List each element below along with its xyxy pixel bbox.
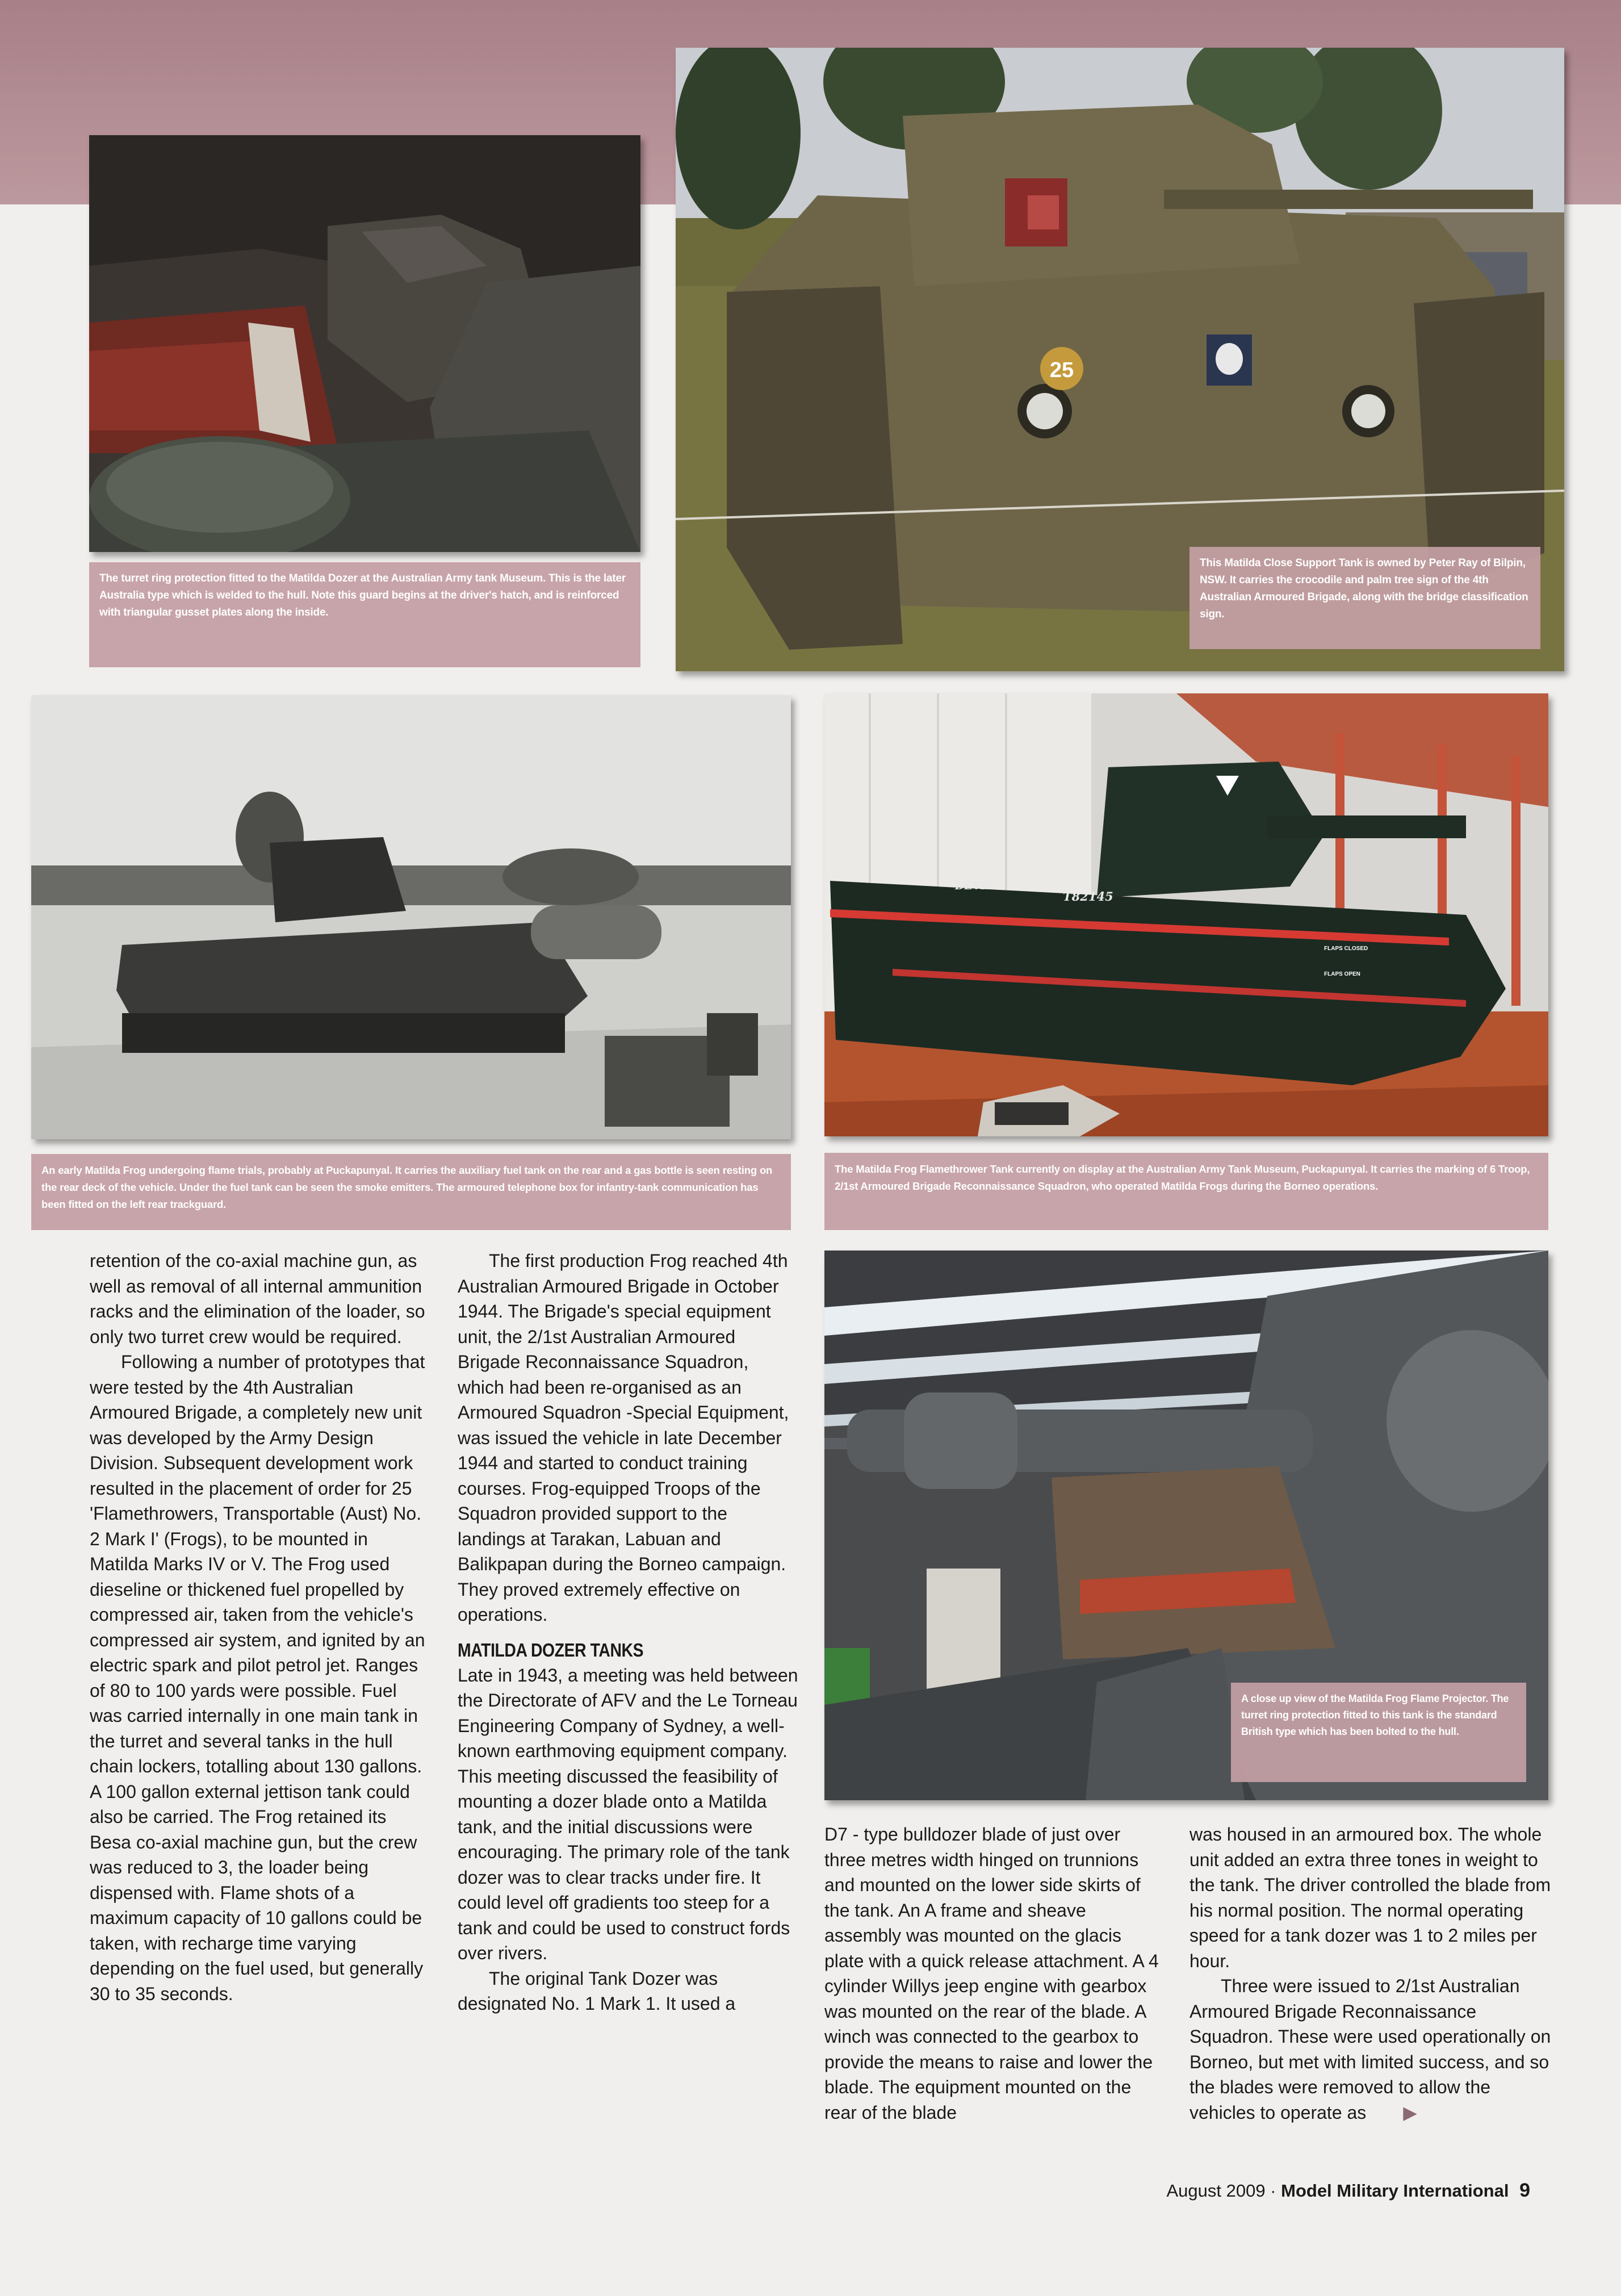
tank-name-marking: DEVIL xyxy=(955,880,994,892)
photo-early-frog-trials xyxy=(31,695,791,1139)
tank-registration-marking: T82145 xyxy=(1063,889,1113,904)
text-column-4 xyxy=(1189,1822,1553,2125)
photo-turret-ring xyxy=(89,135,640,552)
photo-frog-museum xyxy=(824,693,1548,1136)
caption-frog-museum: The Matilda Frog Flamethrower Tank currently on display at the Australian Army Tank Museum, Puckapunyal. It carries the marking of 6 Troop, 2/1st Armoured Brigade Reconnaissance Squadron, who operated Matilda Frogs during the Borneo operations. xyxy=(824,1153,1548,1230)
footer-date: August 2009 · xyxy=(1166,2181,1276,2201)
paragraph-text: Three were issued to 2/1st Australian Armoured Brigade Reconnaissance Squadron. These were used operationally on Borneo, but met with limited success, and so the blades were removed to allow the vehicles to operate as xyxy=(1189,1976,1551,2123)
page-number: 9 xyxy=(1519,2180,1530,2201)
flaps-open-marking: FLAPS OPEN xyxy=(1324,971,1360,977)
caption-early-frog-trials: An early Matilda Frog undergoing flame trials, probably at Puckapunyal. It carries the auxiliary fuel tank on the rear and a gas bottle is seen resting on the rear deck of the vehicle. Under the fuel tank can be seen the smoke emitters. The armoured telephone box for infantry-tank communication has been fitted on the left rear trackguard. xyxy=(31,1154,791,1230)
text-column-3 xyxy=(824,1822,1165,2125)
caption-flame-projector: A close up view of the Matilda Frog Flame Projector. The turret ring protection fitted to this tank is the standard British type which has been bolted to the hull. xyxy=(1231,1683,1526,1782)
caption-turret-ring: The turret ring protection fitted to the Matilda Dozer at the Australian Army tank Museum. This is the later Australia type which is welded to the hull. Note this guard begins at the driver's hatch, and is reinforced with triangular gusset plates along the inside. xyxy=(89,562,640,667)
caption-close-support-tank: This Matilda Close Support Tank is owned by Peter Ray of Bilpin, NSW. It carries the crocodile and palm tree sign of the 4th Australian Armoured Brigade, along with the bridge classification sign. xyxy=(1189,547,1540,649)
paragraph: Late in 1943, a meeting was held between the Directorate of AFV and the Le Torneau Engineering Company of Sydney, a well-known earthmoving equipment company. This meeting discussed the feasibility of mounting a dozer blade onto a Matilda tank, and the initial discussions were encouraging. The primary role of the tank dozer was to clear tracks under fire. It could level off gradients too steep for a tank and could be used to construct fords over rivers. xyxy=(458,1665,798,1963)
paragraph: The first production Frog reached 4th Australian Armoured Brigade in October 1944. The Brigade's special equipment unit, the 2/1st Australian Armoured Brigade Reconnaissance Squadron, which had been re-organised as an Armoured Squadron -Special Equipment, was issued the vehicle in late December 1944 and started to conduct training courses. Frog-equipped Troops of the Squadron provided support to the landings at Tarakan, Labuan and Balikpapan during the Borneo campaign. They proved extremely effective on operations. xyxy=(458,1251,789,1625)
page-footer xyxy=(1166,2180,1530,2202)
paragraph: Following a number of prototypes that were tested by the 4th Australian Armoured Brigade, a completely new unit was developed by the Army Design Division. Subsequent development work resulted in the placement of order for 25 'Flamethrowers, Transportable (Aust) No. 2 Mark I' (Frogs), to be mounted in Matilda Marks IV or V. The Frog used dieseline or thickened fuel propelled by compressed air, taken from the vehicle's compressed air system, and ignited by an electric spark and pilot petrol jet. Ranges of 80 to 100 yards were possible. Fuel was carried internally in one main tank in the turret and several tanks in the hull chain lockers, totalling about 130 gallons. A 100 gallon external jettison tank could also be carried. The Frog retained its Besa co-axial machine gun, but the crew was reduced to 3, the loader being dispensed with. Flame shots of a maximum capacity of 10 gallons could be taken, with recharge time varying depending on the fuel used, but generally 30 to 35 seconds. xyxy=(90,1352,425,2004)
paragraph xyxy=(1189,1973,1553,2125)
continue-arrow-icon: ▶ xyxy=(1403,2102,1417,2123)
bridge-classification-sign: 25 xyxy=(1049,358,1074,382)
paragraph: was housed in an armoured box. The whole unit added an extra three tones in weight to the tank. The driver controlled the blade from his normal position. The normal operating speed for a tank dozer was 1 to 2 miles per hour. xyxy=(1189,1824,1551,1971)
paragraph: retention of the co-axial machine gun, as well as removal of all internal ammunition racks and the elimination of the loader, so only two turret crew would be required. xyxy=(90,1251,425,1347)
text-column-2 xyxy=(458,1248,798,2017)
text-column-1 xyxy=(90,1248,430,2006)
section-heading: MATILDA DOZER TANKS xyxy=(458,1639,644,1661)
magazine-title: Model Military International xyxy=(1281,2181,1509,2201)
paragraph: The original Tank Dozer was designated No. 1 Mark 1. It used a xyxy=(458,1968,736,2014)
paragraph: D7 - type bulldozer blade of just over three metres width hinged on trunnions and mounted on the lower side skirts of the tank. An A frame and sheave assembly was mounted on the glacis plate with a quick release attachment. A 4 cylinder Willys jeep engine with gearbox was mounted on the rear of the blade. A winch was connected to the gearbox to provide the means to raise and lower the blade. The equipment mounted on the rear of the blade xyxy=(824,1824,1159,2123)
flaps-closed-marking: FLAPS CLOSED xyxy=(1324,946,1368,952)
